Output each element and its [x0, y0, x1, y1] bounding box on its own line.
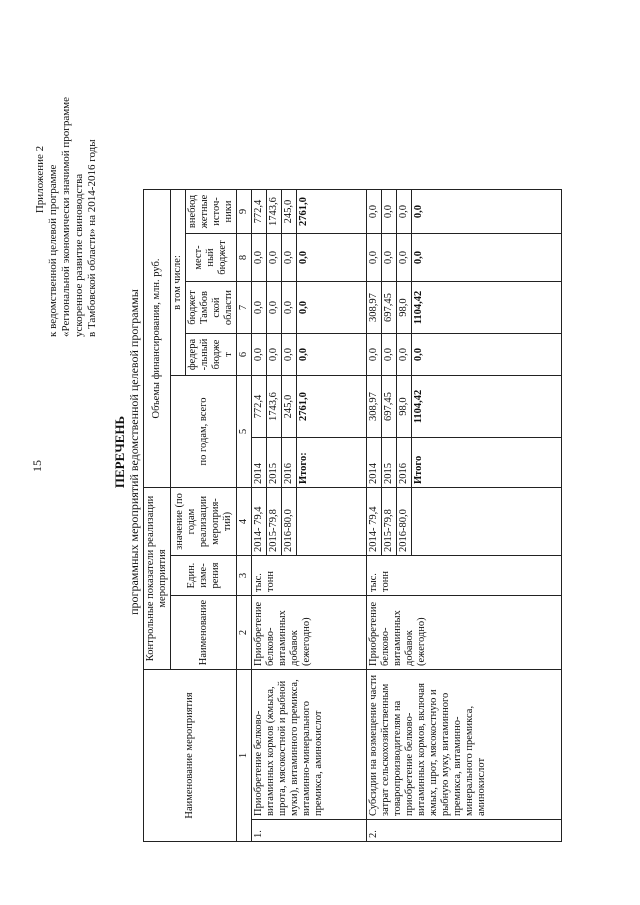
row-sum-regional: 0,0 [297, 282, 367, 334]
row-indicator: Приобретение белково-витаминных добавок (ежегодно) [367, 596, 562, 670]
row-value: 2016-80,0 [282, 488, 297, 556]
row-regional: 697,45 [382, 282, 397, 334]
row-unit: тыс. тонн [367, 556, 562, 596]
measures-table [143, 189, 562, 842]
header-unit: Един. изме-рения [171, 556, 237, 596]
row-value: 2015-79,8 [382, 488, 397, 556]
row-sum-federal: 0,0 [412, 334, 562, 376]
col-number: 9 [237, 190, 252, 234]
rotated-page [30, 12, 610, 892]
header-indicator-name: Наименование [171, 596, 237, 670]
row-local: 0,0 [382, 234, 397, 282]
col-number: 7 [237, 282, 252, 334]
column-number-row [237, 190, 252, 842]
header-local: мест- ный бюджет [186, 234, 237, 282]
row-total: 98,0 [397, 376, 412, 438]
col-number: 5 [237, 376, 252, 488]
header-financing: Объемы финансирования, млн. руб. [144, 190, 171, 488]
row-sum-federal: 0,0 [297, 334, 367, 376]
col-number: 3 [237, 556, 252, 596]
row-federal: 0,0 [367, 334, 382, 376]
row-regional: 308,97 [367, 282, 382, 334]
row-year: 2016 [282, 438, 297, 488]
row-value: 2016-80,0 [397, 488, 412, 556]
row-federal: 0,0 [382, 334, 397, 376]
row-extra: 0,0 [382, 190, 397, 234]
row-regional: 0,0 [252, 282, 267, 334]
table-row [252, 190, 267, 842]
row-year: 2014 [367, 438, 382, 488]
row-year: 2014 [252, 438, 267, 488]
empty-cell [412, 488, 562, 556]
row-sum-total: 1104,42 [412, 376, 562, 438]
row-sum-label: Итого [412, 438, 562, 488]
row-extra: 0,0 [367, 190, 382, 234]
row-unit: тыс. тонн [252, 556, 367, 596]
appendix-line: к ведомственной целевой программе [47, 164, 59, 337]
row-value: 2014- 79,4 [367, 488, 382, 556]
header-by-years: по годам, всего [171, 376, 237, 488]
col-number: 4 [237, 488, 252, 556]
row-extra: 772,4 [252, 190, 267, 234]
page-number: 15 [30, 460, 44, 472]
row-total: 1743,6 [267, 376, 282, 438]
appendix-line: «Региональной экономически значимой программе [60, 96, 72, 337]
row-federal: 0,0 [397, 334, 412, 376]
col-number: 2 [237, 596, 252, 670]
row-year: 2015 [267, 438, 282, 488]
appendix-line: в Тамбовской области» на 2014-2016 годы [86, 139, 98, 337]
document-title: ПЕРЕЧЕНЬ [112, 415, 127, 489]
row-federal: 0,0 [267, 334, 282, 376]
row-extra: 245,0 [282, 190, 297, 234]
header-federal: федера -льный бюдже т [186, 334, 237, 376]
row-name: Субсидии на возмещение части затрат сельскохозяйственным товаропроизводителям на приобретение белково-витаминных кормов, включая жмых, шрот, мясокостную и рыбную муку, витаминного премикса, витаминно-минерального премикса, аминокислот [367, 670, 562, 820]
header-extra: внебюд жетные источ- ники [186, 190, 237, 234]
row-total: 245,0 [282, 376, 297, 438]
row-name: Приобретение белково-витаминных кормов (жмыха, шрота, мясокостной и рыбной муки), витаминного премикса, витаминно-минерального премикса, аминокислот [252, 670, 367, 820]
row-total: 697,45 [382, 376, 397, 438]
row-extra: 0,0 [397, 190, 412, 234]
appendix-block [34, 22, 99, 337]
row-sum-label: Итого: [297, 438, 367, 488]
row-total: 772,4 [252, 376, 267, 438]
appendix-heading: Приложение 2 [34, 145, 46, 214]
row-federal: 0,0 [252, 334, 267, 376]
table-row [367, 190, 382, 842]
row-regional: 0,0 [267, 282, 282, 334]
header-indicators: Контрольные показатели реализации мероприятия [144, 488, 171, 670]
header-name: Наименование мероприятия [144, 670, 237, 842]
row-sum-local: 0,0 [297, 234, 367, 282]
row-regional: 98,0 [397, 282, 412, 334]
header-including: в том числе: [171, 190, 186, 376]
header-regional: бюджет Тамбов ской области [186, 282, 237, 334]
row-local: 0,0 [367, 234, 382, 282]
row-regional: 0,0 [282, 282, 297, 334]
row-year: 2015 [382, 438, 397, 488]
row-total: 308,97 [367, 376, 382, 438]
col-number: 6 [237, 334, 252, 376]
header-value: значение (по годам реализации мероприя-тий) [171, 488, 237, 556]
appendix-line: ускоренное развитие свиноводства [73, 173, 85, 337]
row-sum-local: 0,0 [412, 234, 562, 282]
row-federal: 0,0 [282, 334, 297, 376]
row-sum-regional: 1104,42 [412, 282, 562, 334]
row-number: 1. [252, 820, 367, 842]
empty-cell [297, 488, 367, 556]
col-number: 8 [237, 234, 252, 282]
row-indicator: Приобретение белково-витаминных добавок (ежегодно) [252, 596, 367, 670]
row-year: 2016 [397, 438, 412, 488]
row-sum-extra: 2761,0 [297, 190, 367, 234]
row-value: 2015-79,8 [267, 488, 282, 556]
row-local: 0,0 [252, 234, 267, 282]
row-local: 0,0 [267, 234, 282, 282]
document-subtitle: программных мероприятий ведомственной целевой программы [127, 289, 141, 615]
row-local: 0,0 [397, 234, 412, 282]
row-sum-extra: 0,0 [412, 190, 562, 234]
col-number: 1 [237, 670, 252, 842]
row-value: 2014- 79,4 [252, 488, 267, 556]
row-sum-total: 2761,0 [297, 376, 367, 438]
row-local: 0,0 [282, 234, 297, 282]
row-extra: 1743,6 [267, 190, 282, 234]
row-number: 2. [367, 820, 562, 842]
